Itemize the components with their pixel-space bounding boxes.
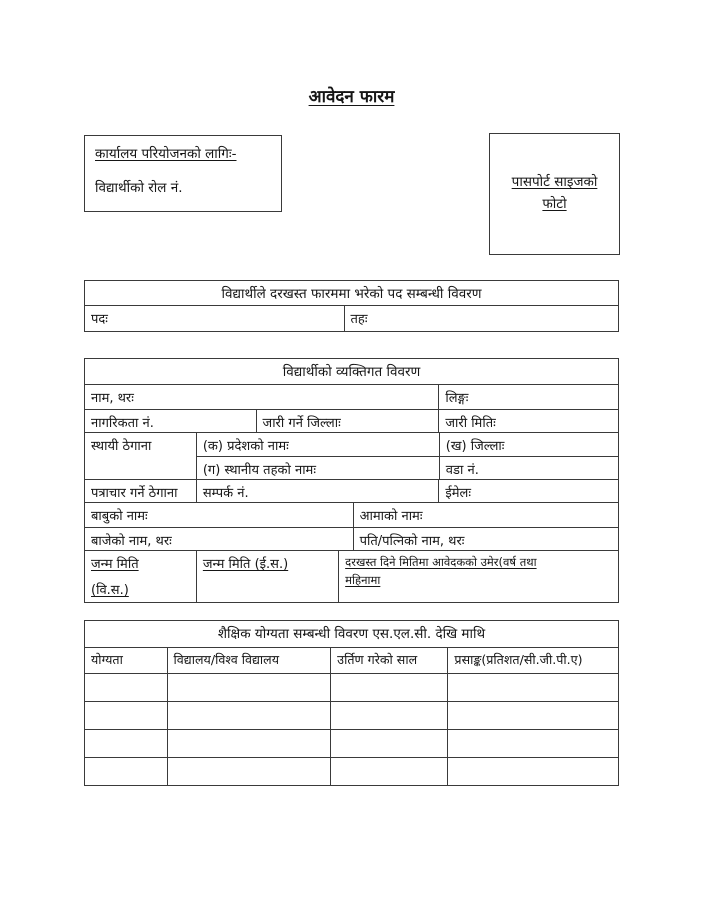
name-label: नाम, थरः: [91, 391, 134, 406]
empty-cell: [447, 758, 618, 785]
personal-details-header-row: [85, 359, 618, 384]
grandfather-name-label: बाजेको नाम, थरः: [91, 534, 172, 549]
permanent-address-row: [85, 432, 618, 479]
mother-name-label: आमाको नामः: [353, 503, 618, 527]
age-at-application-label: [338, 551, 618, 602]
empty-cell: [85, 674, 167, 701]
table-row: [85, 527, 618, 550]
empty-cell: [330, 730, 447, 757]
education-table: [84, 620, 619, 786]
ward-no-label: वडा नं.: [439, 457, 618, 480]
empty-cell: [447, 702, 618, 729]
table-row: [85, 502, 618, 527]
table-row: [85, 729, 618, 757]
province-label: (क) प्रदेशको नामः: [202, 439, 289, 454]
table-row: [85, 701, 618, 729]
photo-box-line1: पासपोर्ट साइजको: [511, 174, 598, 191]
empty-cell: [167, 730, 331, 757]
correspondence-address-label: पत्राचार गर्ने ठेगाना: [91, 486, 178, 501]
photo-box-line2: फोटो: [542, 196, 567, 212]
empty-cell: [167, 758, 331, 785]
permanent-address-label: स्थायी ठेगाना: [91, 439, 152, 454]
post-details-header: विद्यार्थीले दरखस्त फारममा भरेको पद सम्बन्धी विवरण: [221, 286, 482, 302]
personal-details-table: [84, 358, 619, 603]
empty-cell: [85, 730, 167, 757]
empty-cell: [330, 674, 447, 701]
page-title: आवेदन फारम: [308, 87, 395, 107]
student-roll-no-label: विद्यार्थीको रोल नं.: [95, 180, 183, 196]
education-header: शैक्षिक योग्यता सम्बन्धी विवरण एस.एल.सी. देखि माथि: [217, 626, 486, 642]
empty-cell: [447, 674, 618, 701]
empty-cell: [167, 702, 331, 729]
empty-cell: [167, 674, 331, 701]
table-row: [85, 550, 618, 602]
education-header-row: [85, 621, 618, 647]
local-level-label: (ग) स्थानीय तहको नामः: [202, 462, 316, 478]
age-line2: महिनामा: [345, 572, 381, 587]
gender-label: लिङ्गः: [438, 385, 618, 409]
passport-photo-box: [489, 133, 620, 255]
permanent-address-subgrid: [196, 433, 618, 479]
post-details-header-row: [85, 281, 618, 305]
table-row: [85, 757, 618, 785]
age-line1: दरखस्त दिने मितिमा आवेदकको उमेर(वर्ष तथा: [345, 555, 537, 569]
contact-no-label: सम्पर्क नं.: [196, 480, 439, 502]
empty-cell: [447, 730, 618, 757]
dob-bs-label: [85, 551, 196, 602]
qualification-column-header: योग्यता: [91, 652, 123, 667]
dob-ad-label: जन्म मिति (ई.स.): [196, 551, 338, 602]
table-row: [197, 456, 618, 480]
table-row: [85, 479, 618, 502]
empty-cell: [85, 702, 167, 729]
father-name-label: बाबुको नामः: [91, 509, 148, 524]
table-row: [85, 305, 618, 331]
table-row: [197, 433, 618, 456]
table-row: [85, 409, 618, 432]
dob-bs-line2: (वि.स.): [91, 583, 129, 598]
district-label: (ख) जिल्लाः: [439, 433, 618, 456]
dob-bs-line1: जन्म मिति: [91, 557, 139, 572]
empty-cell: [85, 758, 167, 785]
education-column-header-row: [85, 647, 618, 673]
office-use-box: [84, 135, 282, 212]
passed-year-column-header: उर्तिण गरेको साल: [330, 648, 447, 673]
table-row: [85, 384, 618, 409]
post-details-table: [84, 280, 619, 332]
marks-column-header: प्रसाङ्क(प्रतिशत/सी.जी.पी.ए): [447, 648, 618, 673]
post-label: पदः: [91, 312, 108, 327]
table-row: [85, 673, 618, 701]
empty-cell: [330, 758, 447, 785]
citizenship-no-label: नागरिकता नं.: [91, 416, 154, 431]
spouse-name-label: पति/पत्निको नाम, थरः: [353, 528, 618, 550]
level-label: तहः: [344, 306, 618, 331]
personal-details-header: विद्यार्थीको व्यक्तिगत विवरण: [282, 364, 421, 380]
issuing-district-label: जारी गर्ने जिल्लाः: [256, 410, 439, 432]
issue-date-label: जारी मितिः: [438, 410, 618, 432]
email-label: ईमेलः: [438, 480, 618, 502]
empty-cell: [330, 702, 447, 729]
office-purpose-label: कार्यालय परियोजनको लागिः-: [95, 146, 237, 162]
school-university-column-header: विद्यालय/विश्व विद्यालय: [167, 648, 331, 673]
